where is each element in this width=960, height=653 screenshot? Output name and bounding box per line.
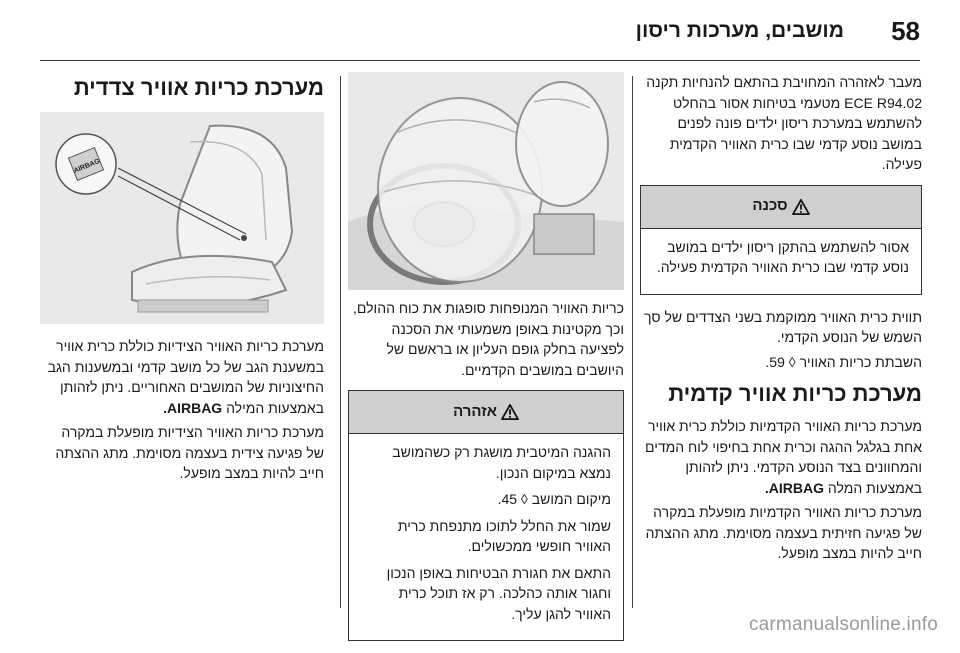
warning-triangle-icon: [501, 404, 519, 420]
inflated-airbag-drawing: [348, 72, 624, 290]
deactivation-reference[interactable]: השבתת כריות האוויר ◊ 59.: [765, 353, 922, 370]
watermark-text: carmanualsonline.info: [748, 614, 938, 635]
warning-triangle-icon: [792, 199, 810, 215]
side-airbag-keyword: AIRBAG.: [163, 399, 223, 416]
front-airbag-paragraph-2: מערכת כריות האוויר הקדמיות מופעלת במקרה של פגיעה חזיתית בעצמה מסוימת. מתג ההצתה חייב להיות במצב מופעל.: [645, 504, 922, 561]
side-airbag-desc: מערכת כריות האוויר הצידיות כוללת כרית אוויר במשענת הגב של כל מושב קדמי ובמשענות הגב החיצוניות של המושבים האחוריים. ניתן לזהותן באמצעות המילה: [47, 338, 324, 416]
side-airbag-paragraph-1: [40, 336, 324, 418]
intro-paragraph: מעבר לאזהרה המחויבת בהתאם להנחיות תקנה ECE R94.02 מטעמי בטיחות אסור בהחלט להשתמש במערכת ריסון ילדים פונה לפנים במושב נוסע קדמי שבו כרית האוויר הקדמית פעילה.: [646, 74, 922, 172]
front-airbag-section-title: מערכת כריות אוויר קדמית: [668, 381, 922, 406]
caution-box-header: [641, 186, 921, 229]
warning-text-3: שמור את החלל לתוכו מתנפחת כרית האוויר חופשי ממכשולים.: [397, 517, 611, 554]
middle-column: [348, 72, 624, 653]
column-divider-right: [632, 76, 633, 608]
page-header: [0, 0, 960, 58]
warning-box: [348, 390, 624, 641]
right-column: [640, 72, 922, 568]
warning-box-header: [349, 391, 623, 434]
left-column: [40, 72, 324, 488]
front-airbag-desc: מערכת כריות האוויר הקדמיות כוללת כרית אוויר אחת בגלגל ההגה וכרית אחת בחיפוי לוח המדים והמחוונים בצד הנוסע הקדמי. ניתן לזהותן באמצעות המלה: [645, 418, 922, 496]
column-divider-left: [340, 76, 341, 608]
warning-text-4: התאם את חגורת הבטיחות באופן הנכון וחגור אותה כהלכה. רק אז תוכל כרית האוויר להגן עליך.: [386, 564, 611, 622]
side-airbag-section-title: מערכת כריות אוויר צדדית: [73, 75, 324, 100]
warning-text-2[interactable]: מיקום המושב ◊ 45.: [497, 491, 611, 507]
caution-box: [640, 185, 922, 295]
seat-airbag-label: AIRBAG: [72, 157, 102, 175]
label-location-text: תווית כרית האוויר ממוקמת בשני הצדדים של סך השמש של הנוסע הקדמי.: [644, 308, 922, 345]
warning-box-title: אזהרה: [453, 402, 497, 420]
airbag-illustration: [348, 72, 624, 290]
front-airbag-keyword: AIRBAG.: [764, 479, 824, 496]
seat-airbag-drawing: [40, 112, 324, 324]
front-airbag-paragraph-1: [640, 416, 922, 498]
caution-box-title: סכנה: [752, 197, 788, 215]
caution-text: אסור להשתמש בהתקן ריסון ילדים במושב נוסע קדמי שבו כרית האוויר הקדמית פעילה.: [656, 238, 909, 275]
seat-illustration: [40, 112, 324, 324]
side-airbag-paragraph-2: מערכת כריות האוויר הצידיות מופעלת במקרה של פגיעה צידית בעצמה מסוימת. מתג ההצתה חייב להיות במצב מופעל.: [55, 424, 324, 481]
warning-text-1: ההגנה המיטבית מושגת רק כשהמושב נמצא במיקום הנכון.: [392, 444, 611, 481]
caution-box-body: [641, 229, 921, 294]
warning-box-body: [349, 434, 623, 640]
airbag-figure-caption: כריות האוויר המנופחות סופגות את כוח ההולם, וכך מקטינות באופן משמעותי את הסכנה לפציעה בחלק גופם העליון או בראשם של היושבים במושבים הקדמיים.: [353, 300, 624, 378]
page-number: 58: [891, 16, 920, 46]
header-divider: [40, 60, 920, 61]
chapter-title: מושבים, מערכות ריסון: [635, 19, 844, 42]
